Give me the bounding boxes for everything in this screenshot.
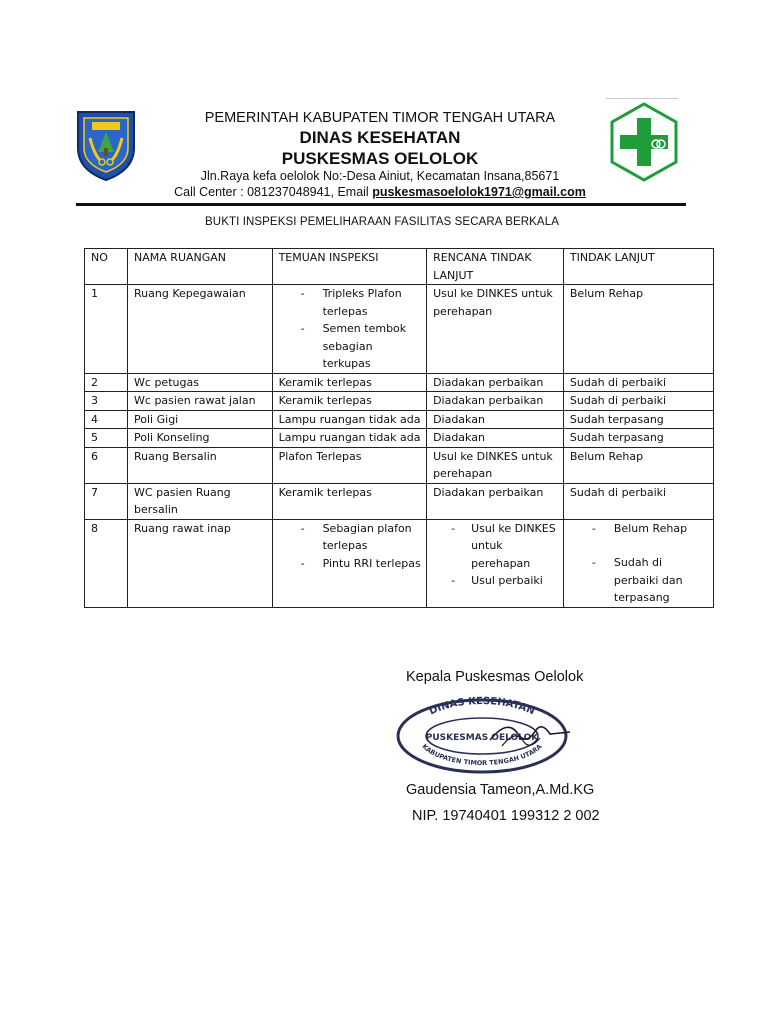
cell-no: 6	[85, 447, 128, 483]
government-name: PEMERINTAH KABUPATEN TIMOR TENGAH UTARA	[204, 110, 556, 126]
header-rule	[76, 203, 686, 206]
cell-plan: Diadakan	[427, 429, 564, 448]
cell-findings: Plafon Terlepas	[272, 447, 426, 483]
table-row	[85, 519, 714, 607]
signatory-title: Kepala Puskesmas Oelolok	[406, 669, 584, 685]
cell-followup	[563, 519, 713, 607]
cell-no: 5	[85, 429, 128, 448]
official-stamp-icon	[390, 694, 574, 774]
cell-findings: Lampu ruangan tidak ada	[272, 410, 426, 429]
department-name: DINAS KESEHATAN	[299, 128, 461, 147]
cell-room: Ruang Kepegawaian	[128, 285, 273, 374]
cell-room: Wc petugas	[128, 373, 273, 392]
facility-address: Jln.Raya kefa oelolok No:-Desa Ainiut, Kecamatan Insana,85671	[200, 169, 560, 183]
svg-text:KABUPATEN TIMOR TENGAH UTARA	[420, 743, 543, 768]
stamp-top-text: DINAS KESEHATAN	[427, 695, 537, 718]
svg-text:DINAS KESEHATAN	[428, 696, 537, 717]
signatory-name: Gaudensia Tameon,A.Md.KG	[406, 782, 595, 798]
inspection-table	[84, 248, 714, 608]
cell-plan: Diadakan perbaikan	[427, 373, 564, 392]
column-header-plan: RENCANA TINDAK LANJUT	[427, 249, 564, 285]
cell-findings: Keramik terlepas	[272, 373, 426, 392]
cell-plan: Usul ke DINKES untuk perehapan	[427, 447, 564, 483]
email-link[interactable]: puskesmasoelolok1971@gmail.com	[372, 185, 586, 199]
cell-room: Wc pasien rawat jalan	[128, 392, 273, 411]
cell-plan	[427, 519, 564, 607]
puskesmas-green-cross-icon	[608, 100, 680, 184]
cell-room: Poli Gigi	[128, 410, 273, 429]
table-row	[85, 392, 714, 411]
followup-item: - Belum Rehap	[570, 520, 709, 538]
cell-room: Poli Konseling	[128, 429, 273, 448]
cell-findings	[272, 285, 426, 374]
table-row	[85, 285, 714, 374]
facility-name: PUSKESMAS OELOLOK	[281, 149, 479, 168]
cell-no: 3	[85, 392, 128, 411]
stamp-bottom-text: KABUPATEN TIMOR TENGAH UTARA	[420, 742, 544, 768]
cell-followup: Sudah di perbaiki	[563, 373, 713, 392]
table-row	[85, 429, 714, 448]
column-header-followup: TINDAK LANJUT	[563, 249, 713, 285]
column-header-findings: TEMUAN INSPEKSI	[272, 249, 426, 285]
call-center-text: Call Center : 081237048941, Email	[174, 185, 373, 199]
cell-plan: Diadakan	[427, 410, 564, 429]
cell-findings	[272, 519, 426, 607]
table-row	[85, 373, 714, 392]
cell-followup: Sudah terpasang	[563, 410, 713, 429]
cell-followup: Sudah di perbaiki	[563, 392, 713, 411]
table-row	[85, 447, 714, 483]
plan-item: - Usul perbaiki	[433, 572, 559, 590]
finding-item: - Tripleks Plafon terlepas	[279, 285, 422, 320]
regency-coat-of-arms-icon	[74, 108, 138, 182]
finding-item: - Sebagian plafon terlepas	[279, 520, 422, 555]
cell-plan: Usul ke DINKES untuk perehapan	[427, 285, 564, 374]
logo-divider	[606, 98, 678, 99]
stamp-middle-text: PUSKESMAS OELOLOK	[425, 733, 539, 743]
cell-room: Ruang Bersalin	[128, 447, 273, 483]
document-title: BUKTI INSPEKSI PEMELIHARAAN FASILITAS SECARA BERKALA	[205, 216, 559, 228]
cell-plan: Diadakan perbaikan	[427, 392, 564, 411]
cell-no: 4	[85, 410, 128, 429]
column-header-room: NAMA RUANGAN	[128, 249, 273, 285]
column-header-no: NO	[85, 249, 128, 285]
finding-item: - Pintu RRI terlepas	[279, 555, 422, 573]
cell-followup: Belum Rehap	[563, 447, 713, 483]
table-row	[85, 410, 714, 429]
table-row	[85, 483, 714, 519]
cell-followup: Belum Rehap	[563, 285, 713, 374]
cell-followup: Sudah terpasang	[563, 429, 713, 448]
table-header-row	[85, 249, 714, 285]
cell-room: WC pasien Ruang bersalin	[128, 483, 273, 519]
cell-no: 7	[85, 483, 128, 519]
cell-no: 8	[85, 519, 128, 607]
cell-findings: Lampu ruangan tidak ada	[272, 429, 426, 448]
cell-followup: Sudah di perbaiki	[563, 483, 713, 519]
cell-no: 1	[85, 285, 128, 374]
contact-line	[150, 185, 610, 199]
followup-item: - Sudah di perbaiki dan terpasang	[570, 554, 709, 607]
plan-item: - Usul ke DINKES untuk perehapan	[433, 520, 559, 573]
cell-findings: Keramik terlepas	[272, 483, 426, 519]
signatory-nip: NIP. 19740401 199312 2 002	[412, 808, 600, 824]
cell-plan: Diadakan perbaikan	[427, 483, 564, 519]
cell-room: Ruang rawat inap	[128, 519, 273, 607]
cell-findings: Keramik terlepas	[272, 392, 426, 411]
cell-no: 2	[85, 373, 128, 392]
finding-item: - Semen tembok sebagian terkupas	[279, 320, 422, 373]
